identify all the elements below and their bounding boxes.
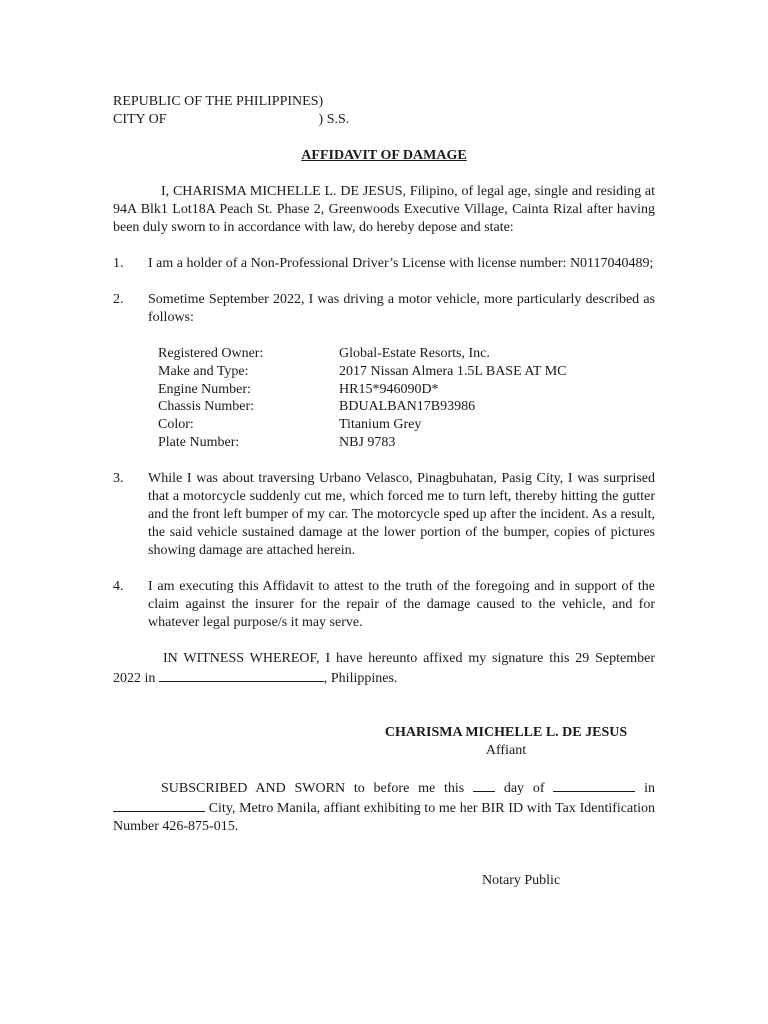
list-item-number: 4. — [113, 578, 124, 594]
list-item-2 — [113, 291, 655, 452]
document-title: AFFIDAVIT OF DAMAGE — [301, 148, 467, 163]
header-republic — [113, 93, 655, 111]
list-item-1 — [113, 255, 655, 273]
header-city-label: CITY OF — [113, 112, 167, 127]
header-republic-text: REPUBLIC OF THE PHILIPPINES) — [113, 94, 324, 109]
list-item-text: While I was about traversing Urbano Velasco, Pinagbuhatan, Pasig City, I was surprised that a motorcycle suddenly cut me, which forced me to turn left, thereby hitting the gutter and the front left bumper of my car. The motorcycle sped up after the incident. As a result, the said vehicle sustained damage at the lower portion of the bumper, copies of pictures showing damage are attached herein. — [148, 470, 655, 558]
intro-paragraph: I, CHARISMA MICHELLE L. DE JESUS, Filipino, of legal age, single and residing at 94A Blk1 Lot18A Peach St. Phase 2, Greenwoods Executive Village, Cainta Rizal after having been duly sworn to in accordance with law, do hereby depose and state: — [113, 184, 655, 235]
vehicle-value: Titanium Grey — [339, 417, 422, 433]
vehicle-row-plate — [158, 434, 655, 452]
jurat-text: SUBSCRIBED AND SWORN to before me this — [161, 780, 465, 796]
witness-text: IN WITNESS WHEREOF, I have hereunto affixed my signature this 29 September 2022 in — [113, 650, 655, 686]
vehicle-label: Chassis Number: — [158, 399, 255, 415]
vehicle-label: Make and Type: — [158, 363, 249, 379]
vehicle-value: BDUALBAN17B93986 — [339, 399, 476, 415]
vehicle-row-chassis — [158, 398, 655, 416]
jurat-text-day: day of — [503, 780, 545, 796]
affiant-name: CHARISMA MICHELLE L. DE JESUS — [384, 724, 628, 740]
vehicle-value: 2017 Nissan Almera 1.5L BASE AT MC — [339, 363, 567, 379]
jurat-text-end: City, Metro Manila, affiant exhibiting to me her BIR ID with Tax Identification Number 426-875-015. — [113, 800, 656, 834]
notary-public-label: Notary Public — [482, 872, 561, 888]
list-item-3 — [113, 470, 655, 560]
jurat-paragraph — [113, 778, 655, 836]
vehicle-value: NBJ 9783 — [339, 434, 396, 450]
place-blank-line — [159, 668, 324, 682]
affidavit-page — [113, 93, 655, 890]
vehicle-label: Plate Number: — [158, 434, 240, 450]
list-item-number: 3. — [113, 470, 124, 486]
vehicle-row-color — [158, 416, 655, 434]
vehicle-row-engine — [158, 381, 655, 399]
list-item-body — [148, 291, 655, 452]
list-item-number: 1. — [113, 256, 124, 271]
witness-text-end: , Philippines. — [323, 670, 398, 686]
vehicle-row-make — [158, 363, 655, 381]
list-item-text: I am executing this Affidavit to attest to the truth of the foregoing and in support of the claim against the insurer for the repair of the damage caused to the vehicle, and for whatever legal purpose/s it may serve. — [148, 578, 655, 630]
day-blank-line — [473, 778, 495, 792]
list-item-text: I am a holder of a Non-Professional Driver’s License with license number: N0117040489; — [148, 256, 654, 271]
vehicle-details-table — [158, 345, 655, 452]
vehicle-label: Color: — [158, 417, 194, 433]
header-ss-label: ) S.S. — [318, 112, 350, 127]
month-blank-line — [553, 778, 635, 792]
vehicle-value: Global-Estate Resorts, Inc. — [339, 346, 490, 361]
vehicle-label: Registered Owner: — [158, 346, 264, 361]
header-city — [113, 111, 655, 129]
list-item-text: Sometime September 2022, I was driving a motor vehicle, more particularly described as follows: — [148, 292, 655, 325]
signature-block — [375, 724, 637, 760]
vehicle-label: Engine Number: — [158, 381, 251, 397]
vehicle-row-owner — [158, 345, 655, 363]
witness-paragraph — [113, 650, 655, 688]
vehicle-value: HR15*946090D* — [339, 381, 439, 397]
city-blank-line — [113, 798, 205, 812]
jurat-text-in: in — [644, 780, 655, 796]
list-item-number: 2. — [113, 292, 124, 307]
affiant-role: Affiant — [485, 742, 527, 758]
list-item-4 — [113, 578, 655, 632]
